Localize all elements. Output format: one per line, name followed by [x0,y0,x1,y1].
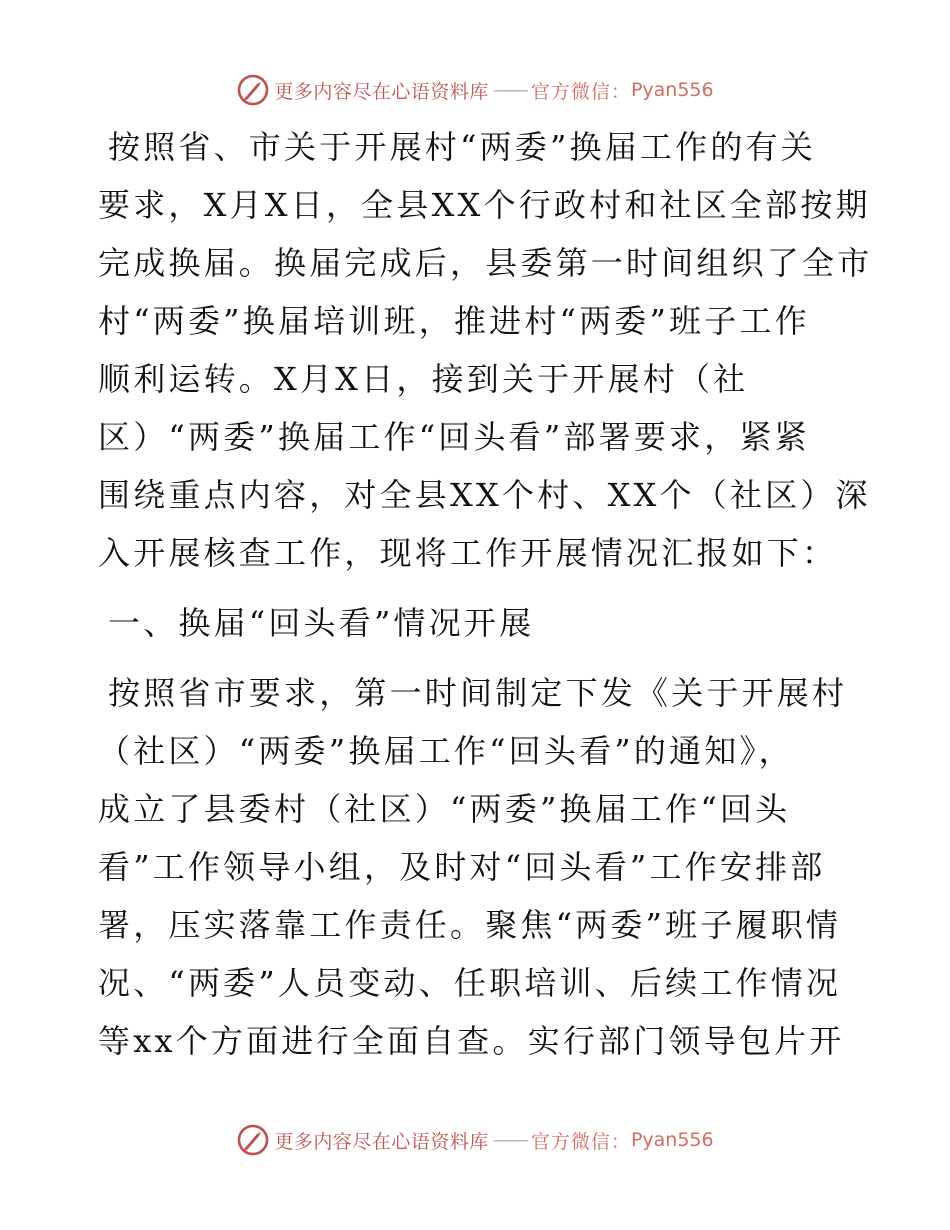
paragraph-line: 围绕重点内容，对全县XX个村、XX个（社区）深 [98,476,871,514]
footer-watermark [0,1122,950,1158]
paragraph-line: （社区）“两委”换届工作“回头看”的通知》， [98,732,794,770]
paragraph-line: 区）“两委”换届工作“回头看”部署要求，紧紧 [98,418,810,456]
watermark-contact: Pyan556 [630,1129,714,1151]
paragraph-line: 等xx个方面进行全面自查。实行部门领导包片开 [98,1022,845,1060]
paragraph-line: 入开展核查工作，现将工作开展情况汇报如下： [98,534,838,572]
paragraph-intro [98,118,873,582]
paragraph-line: 完成换届。换届完成后，县委第一时间组织了全市 [98,244,873,282]
document-body [98,118,873,1070]
paragraph-line: 成立了县委村（社区）“两委”换届工作“回头 [98,790,791,828]
watermark-brand: 更多内容尽在心语资料库 [274,80,489,103]
watermark-official-label: 官方微信： [530,1130,631,1153]
paragraph-line: 按照省、市关于开展村“两委”换届工作的有关 [108,128,816,166]
watermark-contact: Pyan556 [630,79,714,101]
paragraph-line: 要求，X月X日，全县XX个行政村和社区全部按期 [98,186,871,224]
header-watermark [0,72,950,108]
watermark-separator: —— [492,1129,527,1151]
paragraph-line: 顺利运转。X月X日，接到关于开展村（社 [98,360,749,398]
section-heading: 一、换届“回头看”情况开展 [108,604,535,642]
quill-pen-icon [236,73,270,107]
paragraph-line: 村“两委”换届培训班，推进村“两委”班子工作 [98,302,810,340]
watermark-official-label: 官方微信： [530,80,631,103]
paragraph-line: 况、“两委”人员变动、任职培训、后续工作情况 [98,964,842,1002]
paragraph-line: 按照省市要求，第一时间制定下发《关于开展村 [108,674,848,712]
watermark-separator: —— [492,79,527,101]
paragraph-line: 署，压实落靠工作责任。聚焦“两委”班子履职情 [98,906,842,944]
paragraph-line: 看”工作领导小组，及时对“回头看”工作安排部 [98,848,826,886]
watermark-brand: 更多内容尽在心语资料库 [274,1130,489,1153]
quill-pen-icon [236,1123,270,1157]
paragraph-section-1 [98,664,858,1070]
